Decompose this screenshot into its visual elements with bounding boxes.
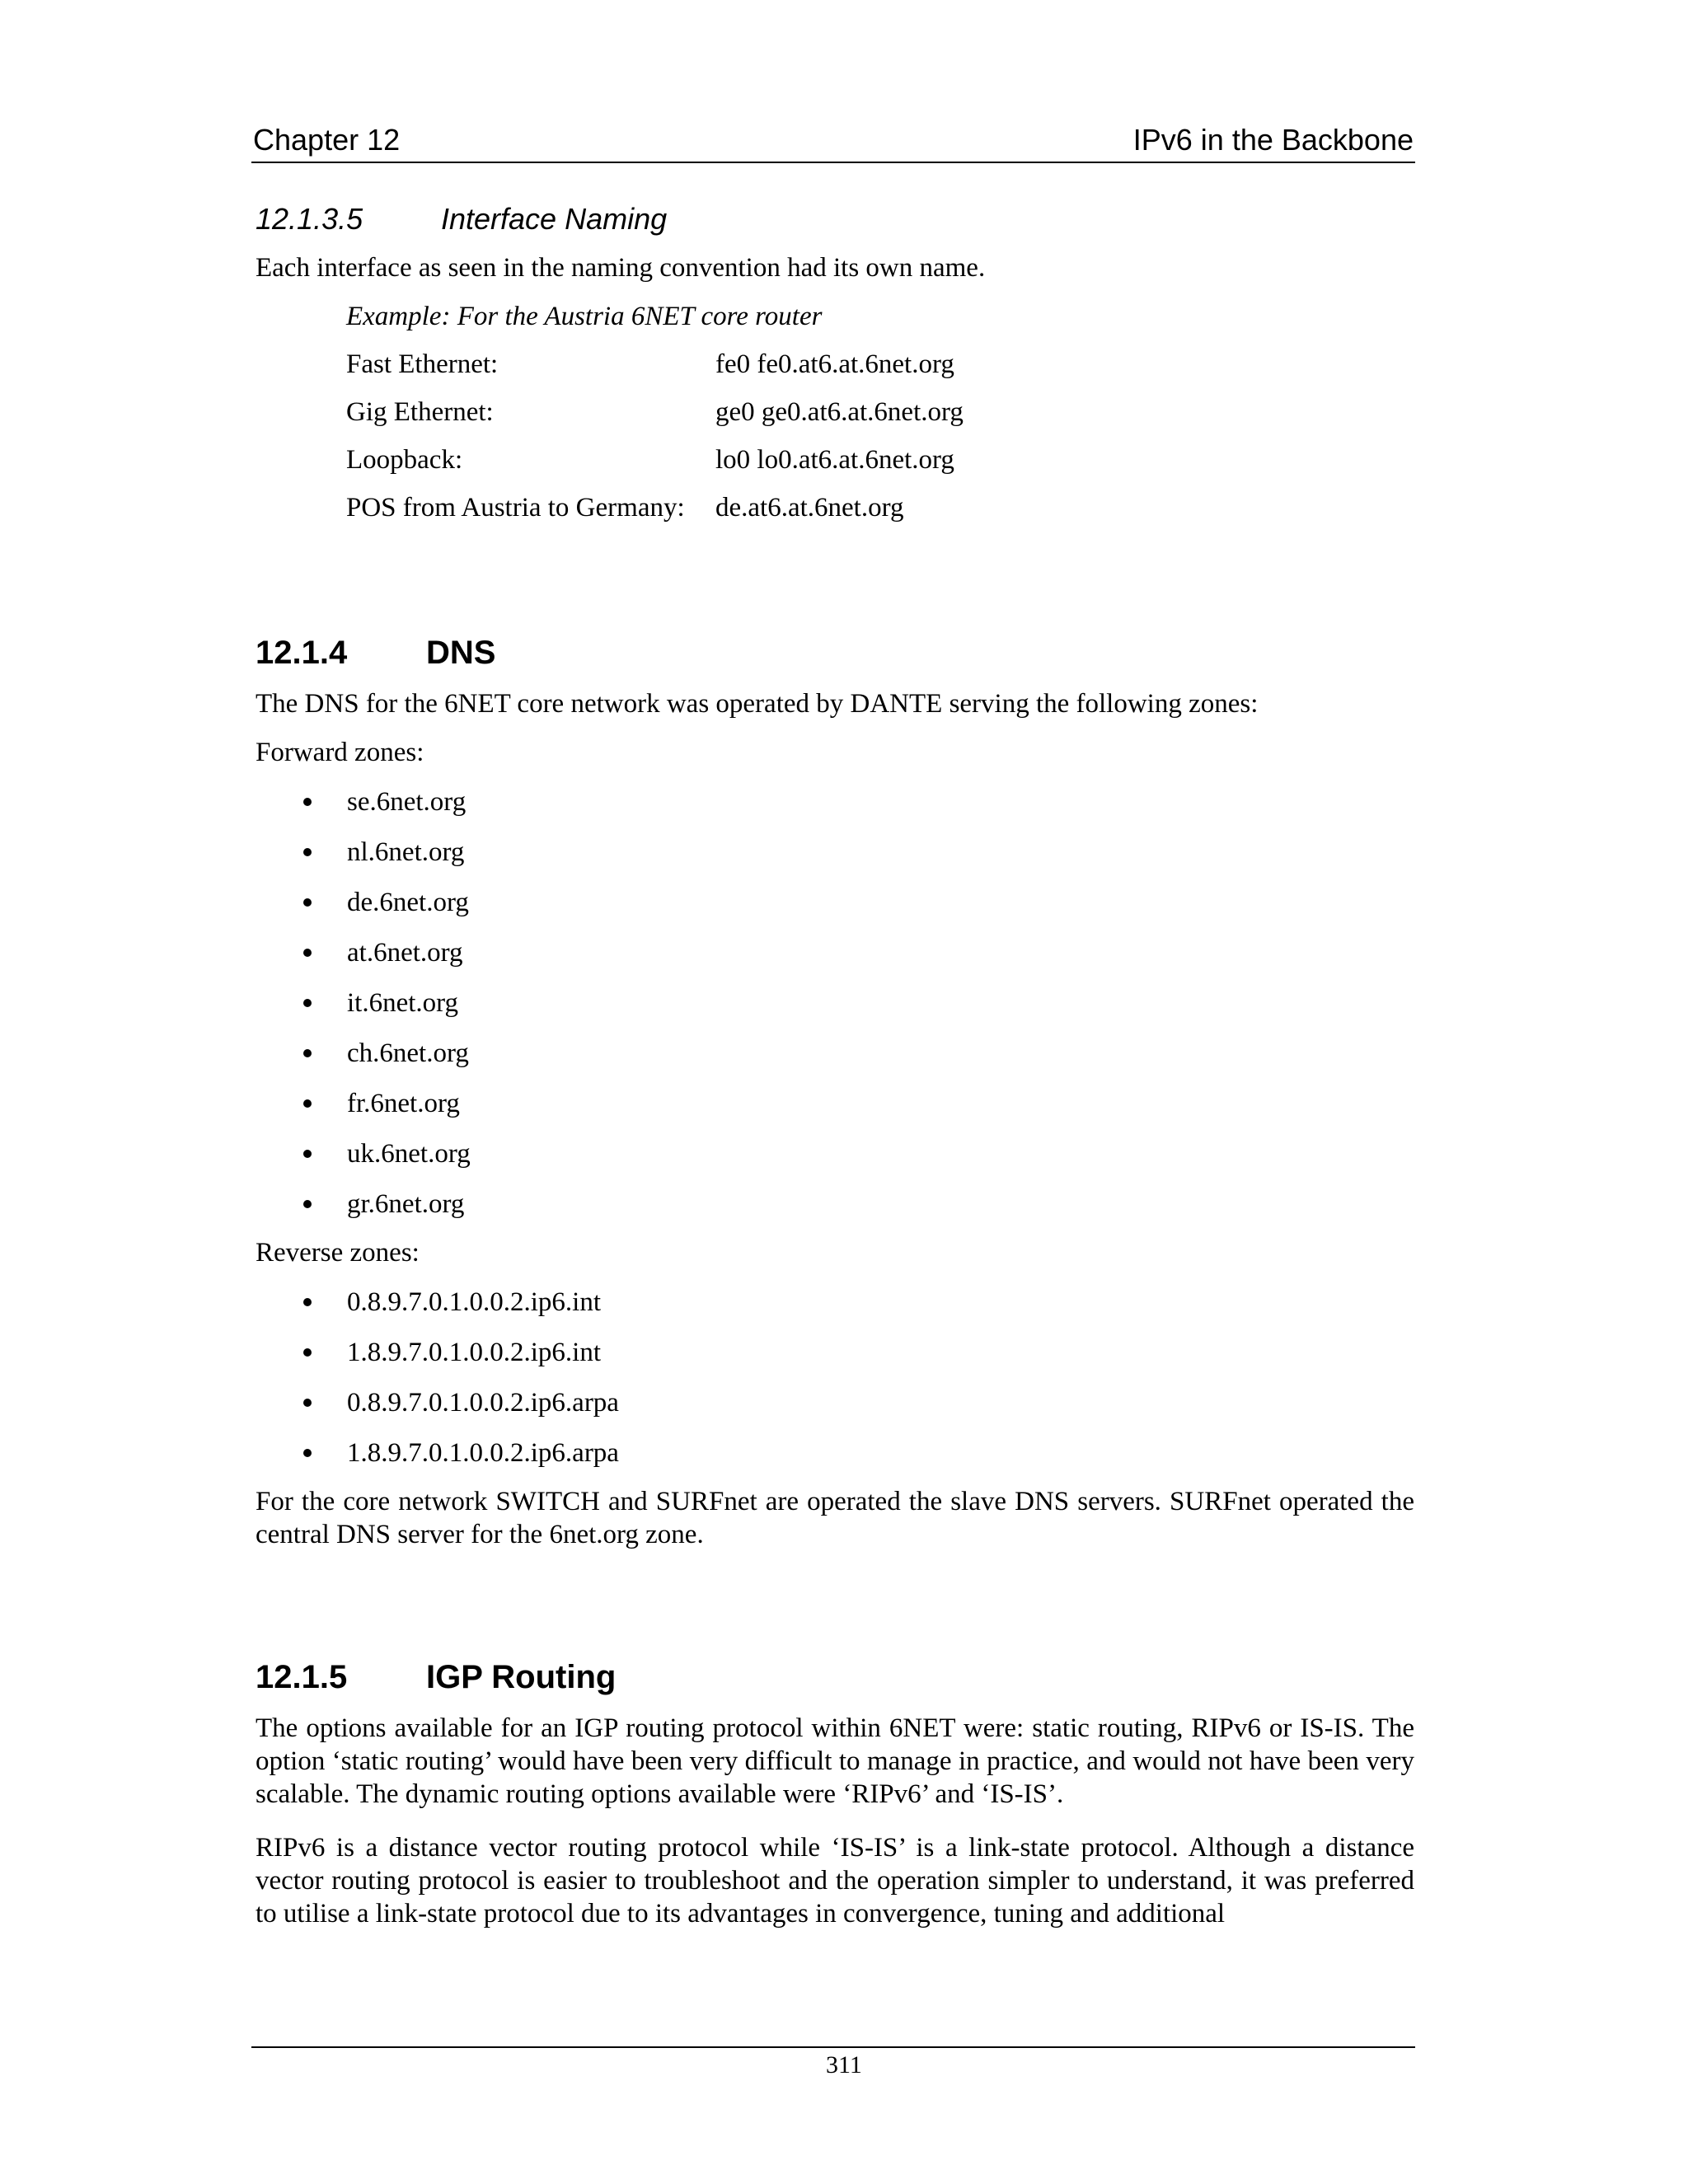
header-title: IPv6 in the Backbone [1132, 123, 1414, 157]
forward-zones-label: Forward zones: [256, 738, 424, 767]
bullet-icon [303, 1399, 312, 1407]
interface-value: fe0 fe0.at6.at.6net.org [715, 349, 954, 379]
interface-naming-intro: Each interface as seen in the naming convention had its own name. [256, 253, 986, 283]
bullet-icon [303, 1150, 312, 1158]
example-caption: Example: For the Austria 6NET core router [346, 302, 823, 331]
section-heading-interface-naming [256, 201, 1414, 237]
footer-rule [251, 2046, 1415, 2048]
bullet-icon [303, 1099, 312, 1108]
section-number: 12.1.4 [256, 635, 348, 671]
interface-label: Fast Ethernet: [346, 349, 499, 379]
document-page: Chapter 12 IPv6 in the Backbone 12.1.3.5 Interface Naming Each interface as seen in the naming convention had its own name. Example: For the Austria 6NET core router Fast Ethernet: fe0 fe0.at6.at.6net.org Gig Ethernet: ge0 ge0.at6.at.6net.org Loopback: lo0 lo0.at6.at.6net.org POS from Austria to Germany: de.at6.at.6net.org 12.1.4 DNS The DNS for the 6NET core network was operated by DANTE serving the following zones: Forward zones: se.6net.org nl.6net.org de.6net.org at.6net.org it.6net.org ch.6net.org fr.6net.org uk.6net.org gr.6net.org Reverse zones: 0.8.9.7.0.1.0.0.2.ip6.int 1.8.9.7.0.1.0.0.2.ip6.int 0.8.9.7.0.1.0.0.2.ip6.arpa 1.8.9.7.0.1.0.0.2.ip6.arpa For the core network SWITCH and SURFnet are operated the slave DNS servers. SURFnet operated the central DNS server for the 6net.org zone. 12.1.5 IGP Routing The options available for an IGP routing protocol within 6NET were: static routing, RIPv6 or IS-IS. The option ‘static routing’ would have been very difficult to manage in practice, and would not have been very scalable. The dynamic routing options available were ‘RIPv6’ and ‘IS-IS’. RIPv6 is a distance vector routing protocol while ‘IS-IS’ is a link-state protocol. Although a distance vector routing protocol is easier to troubleshoot and the operation simpler to understand, it was preferred to utilise a link-state protocol due to its advantages in convergence, tuning and additional 311 [0, 0, 1688, 2184]
section-title: Interface Naming [441, 202, 668, 236]
bullet-icon [303, 1348, 312, 1357]
interface-label: POS from Austria to Germany: [346, 493, 685, 523]
bullet-icon [303, 1049, 312, 1057]
bullet-icon [303, 798, 312, 806]
interface-value: ge0 ge0.at6.at.6net.org [715, 397, 964, 427]
section-title: DNS [426, 635, 496, 671]
bullet-icon [303, 1200, 312, 1208]
bullet-icon [303, 1449, 312, 1457]
running-header [251, 122, 1415, 163]
bullet-icon [303, 1298, 312, 1306]
igp-paragraph-1: The options available for an IGP routing protocol within 6NET were: static routing, RIPv6 or IS-IS. The option ‘static routing’ would have been very difficult to manage in practice, and would not have been very scalable. The dynamic routing options available were ‘RIPv6’ and ‘IS-IS’. [256, 1713, 1414, 1809]
bullet-icon [303, 898, 312, 907]
section-title: IGP Routing [426, 1659, 617, 1695]
dns-intro: The DNS for the 6NET core network was operated by DANTE serving the following zones: [256, 689, 1259, 719]
dns-closing-paragraph: For the core network SWITCH and SURFnet are operated the slave DNS servers. SURFnet operated the central DNS server for the 6net.org zone. [256, 1487, 1414, 1549]
section-number: 12.1.3.5 [256, 202, 363, 236]
interface-value: de.at6.at.6net.org [715, 493, 904, 523]
reverse-zones-label: Reverse zones: [256, 1238, 420, 1268]
interface-value: lo0 lo0.at6.at.6net.org [715, 445, 954, 475]
bullet-icon [303, 999, 312, 1007]
interface-label: Gig Ethernet: [346, 397, 494, 427]
section-number: 12.1.5 [256, 1659, 348, 1695]
igp-paragraph-2: RIPv6 is a distance vector routing protocol while ‘IS-IS’ is a link-state protocol. Although a distance vector routing protocol is easier to troubleshoot and the operation simpler to understand, it was preferred to utilise a link-state protocol due to its advantages in convergence, tuning and additional [256, 1833, 1414, 1929]
interface-label: Loopback: [346, 445, 463, 475]
header-chapter: Chapter 12 [253, 123, 401, 157]
section-heading-igp-routing [256, 1657, 1414, 1697]
page-number: 311 [826, 2051, 862, 2079]
bullet-icon [303, 949, 312, 957]
bullet-icon [303, 848, 312, 856]
section-heading-dns [256, 633, 1414, 673]
